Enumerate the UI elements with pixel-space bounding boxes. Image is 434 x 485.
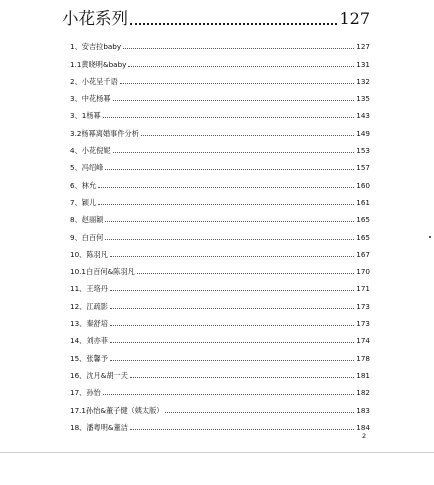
toc-entry-leader (103, 117, 355, 118)
toc-entry-title: 13、秦舒培 (70, 319, 108, 329)
toc-entry[interactable] (70, 190, 370, 207)
toc-list (70, 34, 370, 432)
toc-entry-leader (110, 290, 354, 291)
toc-entry-title: 10、陈羽凡 (70, 249, 108, 259)
toc-entry[interactable] (70, 224, 370, 241)
toc-entry-leader (128, 66, 354, 67)
toc-entry[interactable] (70, 120, 370, 137)
toc-entry-page: 153 (356, 146, 370, 156)
toc-entry[interactable] (70, 380, 370, 397)
toc-entry-title: 9、白百何 (70, 232, 104, 242)
toc-entry[interactable] (70, 69, 370, 86)
toc-heading (62, 7, 370, 29)
toc-entry-leader (130, 429, 354, 430)
toc-entry[interactable] (70, 207, 370, 224)
toc-entry-page: 165 (356, 232, 370, 242)
toc-entry-leader (141, 135, 354, 136)
toc-entry-leader (130, 377, 354, 378)
toc-entry-title: 1.1黄晓明&baby (70, 59, 127, 69)
toc-entry-leader (137, 273, 355, 274)
toc-entry-title: 6、林允 (70, 180, 97, 190)
toc-entry[interactable] (70, 34, 370, 51)
toc-entry-leader (120, 83, 355, 84)
toc-entry-leader (110, 256, 354, 257)
margin-dot (429, 236, 431, 238)
toc-entry-page: 160 (356, 180, 370, 190)
toc-entry-title: 7、颖儿 (70, 197, 97, 207)
toc-entry-leader (165, 412, 354, 413)
toc-entry[interactable] (70, 242, 370, 259)
toc-entry-page: 143 (356, 111, 370, 121)
toc-entry-page: 157 (356, 163, 370, 173)
toc-entry-page: 181 (356, 370, 370, 380)
toc-entry[interactable] (70, 415, 370, 432)
toc-entry-page: 182 (356, 388, 370, 398)
toc-entry-page: 127 (356, 42, 370, 52)
toc-entry[interactable] (70, 86, 370, 103)
toc-entry-leader (110, 342, 354, 343)
toc-entry-page: 167 (356, 249, 370, 259)
toc-entry-leader (105, 169, 354, 170)
toc-entry-title: 3、1杨幂 (70, 111, 101, 121)
toc-entry[interactable] (70, 155, 370, 172)
toc-entry-page: 135 (356, 94, 370, 104)
toc-entry[interactable] (70, 397, 370, 414)
toc-entry-title: 18、潘粤明&董洁 (70, 422, 128, 432)
toc-heading-title: 小花系列 (62, 9, 128, 28)
toc-entry-leader (110, 360, 354, 361)
toc-entry[interactable] (70, 103, 370, 120)
toc-entry-leader (98, 204, 354, 205)
toc-entry-page: 132 (356, 76, 370, 86)
toc-entry-title: 17.1孙怡&董子健（姨太版） (70, 405, 164, 415)
toc-entry-leader (103, 394, 355, 395)
toc-entry-leader (113, 152, 355, 153)
toc-entry-page: 183 (356, 405, 370, 415)
toc-entry[interactable] (70, 311, 370, 328)
toc-entry[interactable] (70, 293, 370, 310)
toc-entry-leader (98, 187, 354, 188)
toc-entry-page: 174 (356, 336, 370, 346)
toc-entry-page: 173 (356, 301, 370, 311)
toc-entry-leader (110, 308, 354, 309)
toc-entry-page: 165 (356, 215, 370, 225)
toc-entry-page: 173 (356, 319, 370, 329)
toc-entry-page: 131 (356, 59, 370, 69)
toc-entry-title: 5、冯绍峰 (70, 163, 104, 173)
toc-entry-title: 2、小花呈千语 (70, 76, 118, 86)
toc-entry-title: 15、张馨予 (70, 353, 108, 363)
toc-entry-title: 8、赵丽颖 (70, 215, 104, 225)
toc-entry-title: 16、沈月&胡一天 (70, 370, 128, 380)
toc-entry-leader (105, 221, 354, 222)
page-bottom-divider (0, 452, 434, 453)
toc-entry-title: 3.2杨幂离婚事件分析 (70, 128, 139, 138)
toc-entry-title: 3、中花杨幂 (70, 94, 111, 104)
toc-entry-title: 4、小花倪妮 (70, 146, 111, 156)
toc-entry-title: 10.1白百何&陈羽凡 (70, 267, 135, 277)
toc-entry-title: 12、江疏影 (70, 301, 108, 311)
toc-entry[interactable] (70, 172, 370, 189)
toc-entry-leader (110, 325, 354, 326)
toc-entry-page: 184 (356, 422, 370, 432)
toc-entry[interactable] (70, 363, 370, 380)
toc-entry-page: 149 (356, 128, 370, 138)
toc-entry[interactable] (70, 328, 370, 345)
toc-entry-title: 17、孙怡 (70, 388, 101, 398)
toc-entry-page: 170 (356, 267, 370, 277)
toc-heading-page: 127 (339, 9, 370, 28)
toc-entry[interactable] (70, 51, 370, 68)
toc-entry[interactable] (70, 276, 370, 293)
toc-heading-leader (130, 23, 337, 25)
toc-entry[interactable] (70, 345, 370, 362)
toc-entry-page: 161 (356, 197, 370, 207)
toc-entry-leader (105, 239, 354, 240)
toc-entry[interactable] (70, 138, 370, 155)
toc-entry-leader (123, 48, 354, 49)
toc-entry[interactable] (70, 259, 370, 276)
toc-entry-title: 14、刘亦菲 (70, 336, 108, 346)
toc-entry-leader (113, 100, 355, 101)
toc-entry-page: 178 (356, 353, 370, 363)
toc-entry-page: 171 (356, 284, 370, 294)
page-number: 2 (362, 432, 367, 440)
toc-entry-title: 11、王珞丹 (70, 284, 108, 294)
toc-entry-title: 1、安吉拉baby (70, 42, 122, 52)
